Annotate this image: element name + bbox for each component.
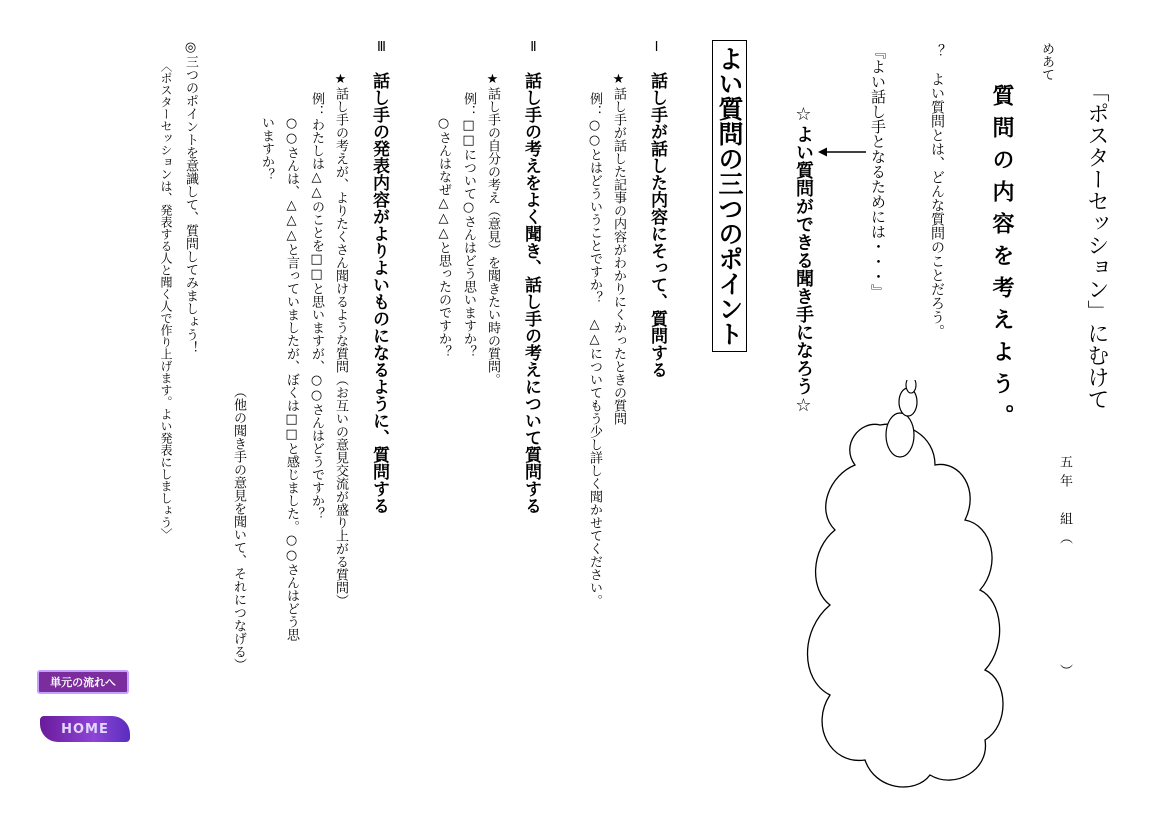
class-name-line: 五年 組（ ） xyxy=(1057,455,1072,683)
listener-goal: ☆よい質問ができる聞き手になろう☆ xyxy=(793,104,814,416)
point-2-line-3: ○さんはなぜ△△△と思ったのですか？ xyxy=(436,116,451,358)
home-button[interactable]: HOME xyxy=(40,716,130,742)
three-points-title: よい質問の三つのポイント xyxy=(712,40,747,352)
arrow-icon xyxy=(818,146,868,158)
point-1-heading: 話し手が話した内容にそって、質問する xyxy=(647,72,667,378)
speaker-line: 『よい話し手となるためには・・・』 xyxy=(869,44,887,299)
point-3-line-2: 例：わたしは△△のことを□□と思いますが、○○さんはどうですか？ xyxy=(309,92,324,520)
point-3-heading: 話し手の発表内容がよりよいものになるように、質問する xyxy=(369,72,389,514)
point-1-numeral: Ⅰ xyxy=(649,40,664,55)
unit-flow-button[interactable]: 単元の流れへ xyxy=(37,670,129,694)
worksheet-title: 「ポスターセッション」にむけて xyxy=(1084,80,1109,410)
point-2-heading: 話し手の考えをよく聞き、話し手の考えについて質問する xyxy=(521,72,541,514)
point-3-line-3: ○○さんは、△△△と言っていましたが、ぼくは□□と感じました。○○さんはどう思 xyxy=(284,116,299,641)
point-2-line-1: ★話し手の自分の考え（意見）を聞きたい時の質問。 xyxy=(485,72,500,386)
thought-cloud xyxy=(770,380,1010,810)
good-question-prompt: ？ よい質問とは、どんな質問のことだろう。 xyxy=(929,44,945,338)
goal-heading: 質問の内容を考えよう。 xyxy=(989,84,1014,436)
meate-label: めあて xyxy=(1039,42,1054,81)
point-1-line-1: ★話し手が話した記事の内容がわかりにくかったときの質問 xyxy=(611,72,626,425)
point-2-numeral: Ⅱ xyxy=(526,40,541,55)
closing-note-1: ◎三つのポイントを意識して、質問してみましょう！ xyxy=(183,40,198,354)
point-3-line-1: ★話し手の考えが、よりたくさん聞けるような質問（お互いの意見交流が盛り上がる質問） xyxy=(333,72,348,607)
closing-note-2: 〈ポスターセッションは、発表する人と聞く人で作り上げます。よい発表にしましょう〉 xyxy=(159,60,173,540)
point-1-line-2: 例：○○とはどういうことですか？ △△についてもう少し詳しく聞かせてください。 xyxy=(587,92,602,607)
point-3-line-5: （他の聞き手の意見を聞いて、それにつなげる） xyxy=(231,385,246,671)
point-3-line-4: いますか？ xyxy=(259,116,274,181)
point-2-line-2: 例：□□について○さんはどう思いますか？ xyxy=(461,92,476,358)
point-3-numeral: Ⅲ xyxy=(374,40,389,55)
